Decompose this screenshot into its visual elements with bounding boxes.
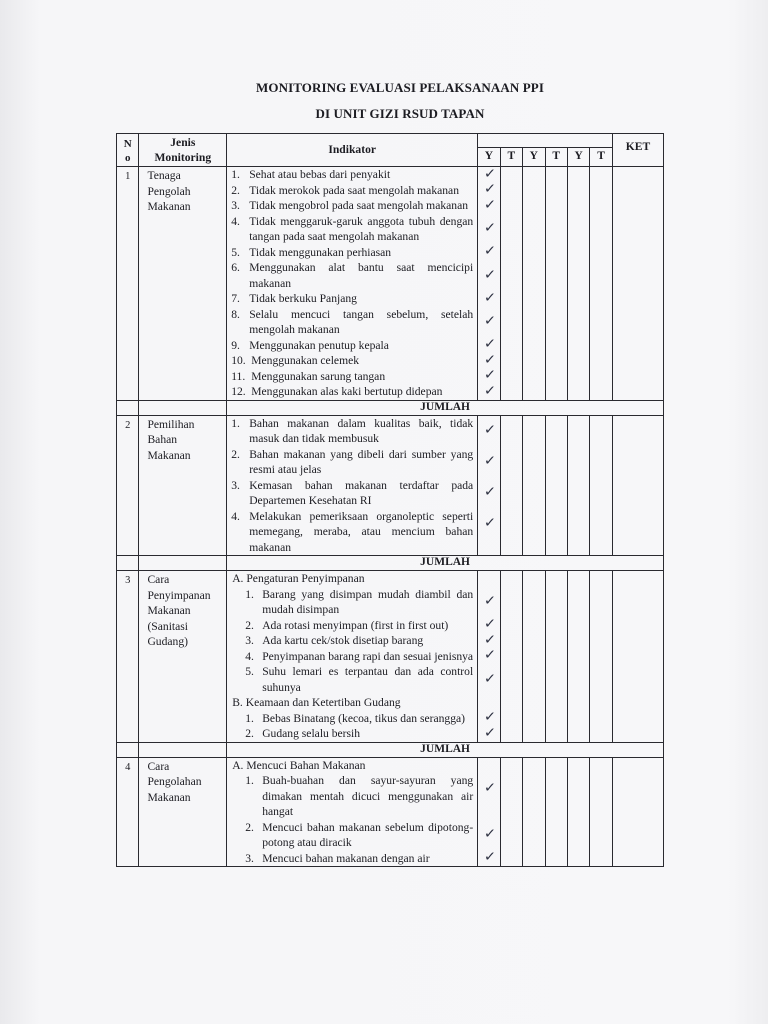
ket-cell bbox=[612, 167, 663, 401]
check-mark-icon: ✓ bbox=[483, 421, 497, 439]
check-cell bbox=[523, 167, 545, 401]
item-number: 3. bbox=[245, 634, 254, 647]
item-number: 2. bbox=[231, 447, 240, 461]
jenis-monitoring-line: Makanan bbox=[147, 790, 191, 804]
check-mark-icon: ✓ bbox=[483, 646, 497, 664]
indikator-item bbox=[231, 198, 473, 214]
jumlah-empty bbox=[117, 556, 139, 571]
jenis-monitoring-line: Cara bbox=[147, 759, 170, 773]
check-cell bbox=[523, 571, 545, 743]
indikator-item bbox=[231, 726, 473, 742]
check-mark-icon: ✓ bbox=[483, 165, 497, 182]
group-heading: A. Mencuci Bahan Makanan bbox=[232, 758, 366, 772]
check-mark-icon: ✓ bbox=[483, 514, 497, 532]
check-cell bbox=[590, 167, 613, 401]
item-text: Menggunakan celemek bbox=[251, 354, 360, 367]
indikator-item bbox=[231, 773, 473, 820]
item-text: Penyimpanan barang rapi dan sesuai jenisnya bbox=[262, 649, 474, 663]
item-text: Sehat atau bebas dari penyakit bbox=[249, 168, 391, 181]
header-ket: KET bbox=[612, 134, 663, 167]
indikator-item bbox=[231, 353, 473, 369]
jenis-monitoring-cell bbox=[139, 167, 227, 401]
check-mark-icon: ✓ bbox=[483, 848, 497, 866]
section-row bbox=[117, 415, 664, 556]
check-mark-icon: ✓ bbox=[483, 452, 497, 470]
indikator-item bbox=[231, 618, 473, 634]
item-number: 9. bbox=[231, 338, 240, 352]
jumlah-empty bbox=[117, 400, 139, 415]
ket-cell bbox=[612, 571, 663, 743]
indikator-item bbox=[231, 820, 473, 851]
item-text: Tidak mengobrol pada saat mengolah makanan bbox=[249, 199, 469, 212]
check-mark-icon: ✓ bbox=[483, 242, 497, 260]
item-number: 2. bbox=[245, 618, 254, 632]
check-cell-y1 bbox=[478, 415, 500, 556]
check-mark-icon: ✓ bbox=[483, 219, 497, 237]
check-cell bbox=[523, 757, 545, 867]
header-indikator: Indikator bbox=[227, 134, 478, 167]
item-text: Tidak menggaruk-garuk anggota tubuh dengan tangan pada saat mengolah makanan bbox=[249, 214, 474, 243]
section-number: 3 bbox=[117, 571, 139, 743]
header-t: T bbox=[545, 148, 567, 167]
jenis-monitoring-line: Cara bbox=[147, 573, 170, 586]
item-text: Tidak berkuku Panjang bbox=[249, 292, 357, 305]
check-mark-icon: ✓ bbox=[483, 708, 497, 726]
indikator-item bbox=[231, 384, 473, 400]
indikator-cell bbox=[227, 757, 478, 867]
jenis-monitoring-line: Makanan bbox=[147, 200, 191, 213]
indikator-item bbox=[231, 183, 473, 199]
check-mark-icon: ✓ bbox=[483, 779, 497, 796]
check-cell bbox=[590, 415, 613, 556]
item-text: Suhu lemari es terpantau dan ada control suhunya bbox=[262, 665, 474, 694]
header-t: T bbox=[500, 148, 522, 167]
indikator-item bbox=[231, 260, 473, 291]
item-text: Menggunakan sarung tangan bbox=[251, 369, 386, 383]
check-cell-y1 bbox=[478, 571, 500, 743]
jumlah-empty bbox=[139, 556, 227, 571]
jenis-monitoring-line: Pengolahan bbox=[147, 775, 202, 788]
jenis-monitoring-line: Bahan bbox=[147, 433, 178, 446]
jumlah-empty bbox=[139, 400, 227, 415]
check-mark-icon: ✓ bbox=[483, 825, 497, 843]
section-number: 4 bbox=[117, 757, 139, 867]
indikator-item bbox=[231, 664, 473, 695]
header-t: T bbox=[590, 148, 613, 167]
jenis-monitoring-line: Pemilihan bbox=[147, 417, 195, 431]
jenis-monitoring-cell bbox=[139, 571, 227, 743]
item-text: Menggunakan alas kaki bertutup didepan bbox=[251, 385, 443, 398]
check-mark-icon: ✓ bbox=[483, 382, 497, 399]
section-row bbox=[117, 167, 664, 401]
item-text: Menggunakan penutup kepala bbox=[249, 338, 389, 352]
section-row bbox=[117, 571, 664, 743]
item-text: Ada rotasi menyimpan (first in first out) bbox=[262, 618, 449, 632]
item-text: Tidak menggunakan perhiasan bbox=[249, 245, 392, 259]
indikator-item bbox=[231, 291, 473, 307]
check-cell-y1 bbox=[478, 167, 500, 401]
document-subtitle: DI UNIT GIZI RSUD TAPAN bbox=[315, 106, 485, 121]
item-text: Melakukan pemeriksaan organoleptic seperti memegang, meraba, atau mencium bahan makanan bbox=[249, 509, 474, 554]
indikator-item bbox=[231, 338, 473, 354]
ket-cell bbox=[612, 757, 663, 867]
check-cell bbox=[567, 167, 589, 401]
item-number: 3. bbox=[245, 851, 254, 865]
item-text: Bahan makanan dalam kualitas baik, tidak masuk dan tidak membusuk bbox=[249, 416, 474, 445]
item-number: 2. bbox=[245, 820, 254, 834]
item-number: 2. bbox=[231, 183, 240, 197]
check-cell bbox=[500, 571, 522, 743]
item-number: 5. bbox=[245, 665, 254, 678]
check-cell bbox=[567, 415, 589, 556]
jenis-monitoring-line: Makanan bbox=[147, 604, 191, 617]
check-cell-y1 bbox=[478, 757, 500, 867]
item-text: Bahan makanan yang dibeli dari sumber yang resmi atau jelas bbox=[249, 447, 474, 476]
item-text: Mencuci bahan makanan sebelum dipotong-potong atau diracik bbox=[262, 820, 474, 849]
check-mark-icon: ✓ bbox=[483, 335, 497, 353]
item-number: 3. bbox=[231, 199, 240, 212]
jenis-monitoring-line: Gudang) bbox=[147, 635, 189, 648]
check-mark-icon: ✓ bbox=[483, 724, 497, 741]
indikator-item bbox=[231, 416, 473, 447]
ket-cell bbox=[612, 415, 663, 556]
check-cell bbox=[590, 757, 613, 867]
group-heading: B. Keamaan dan Ketertiban Gudang bbox=[232, 696, 401, 709]
header-y: Y bbox=[567, 148, 589, 167]
indikator-item bbox=[231, 447, 473, 478]
indikator-item bbox=[231, 509, 473, 556]
jumlah-row bbox=[117, 556, 664, 571]
indikator-item bbox=[231, 167, 473, 183]
item-number: 1. bbox=[231, 416, 240, 430]
jumlah-row bbox=[117, 400, 664, 415]
item-text: Selalu mencuci tangan sebelum, setelah mengolah makanan bbox=[249, 307, 474, 336]
header-jenis-monitoring: Jenis Monitoring bbox=[139, 134, 227, 167]
check-cell bbox=[545, 757, 567, 867]
group-heading: A. Pengaturan Penyimpanan bbox=[232, 572, 365, 585]
jumlah-empty bbox=[117, 742, 139, 757]
jenis-monitoring-cell bbox=[139, 757, 227, 867]
indikator-item bbox=[231, 649, 473, 665]
indikator-item bbox=[231, 245, 473, 261]
item-number: 1. bbox=[245, 711, 254, 725]
jenis-monitoring-line: Pengolah bbox=[147, 184, 191, 198]
jenis-monitoring-line: (Sanitasi bbox=[147, 619, 189, 633]
item-text: Gudang selalu bersih bbox=[262, 727, 361, 740]
jumlah-label: JUMLAH bbox=[227, 400, 664, 415]
check-mark-icon: ✓ bbox=[483, 312, 497, 330]
check-mark-icon: ✓ bbox=[483, 266, 497, 283]
jumlah-empty bbox=[139, 742, 227, 757]
indikator-cell bbox=[227, 167, 478, 401]
item-number: 10. bbox=[231, 354, 246, 367]
item-number: 7. bbox=[231, 292, 240, 305]
indikator-item bbox=[231, 711, 473, 727]
item-number: 8. bbox=[231, 307, 240, 321]
item-number: 11. bbox=[231, 369, 246, 383]
item-text: Tidak merokok pada saat mengolah makanan bbox=[249, 183, 460, 197]
jenis-monitoring-cell bbox=[139, 415, 227, 556]
item-number: 1. bbox=[245, 587, 254, 601]
item-text: Mencuci bahan makanan dengan air bbox=[262, 851, 430, 865]
section-number: 2 bbox=[117, 415, 139, 556]
item-number: 1. bbox=[231, 168, 240, 181]
header-yt-group bbox=[478, 134, 613, 148]
check-mark-icon: ✓ bbox=[483, 196, 497, 213]
section-number: 1 bbox=[117, 167, 139, 401]
jumlah-row bbox=[117, 742, 664, 757]
indikator-item bbox=[231, 478, 473, 509]
section-row bbox=[117, 757, 664, 867]
jenis-monitoring-line: Makanan bbox=[147, 448, 191, 462]
check-cell bbox=[590, 571, 613, 743]
item-text: Kemasan bahan makanan terdaftar pada Departemen Kesehatan RI bbox=[249, 478, 474, 507]
check-mark-icon: ✓ bbox=[483, 670, 497, 687]
item-number: 4. bbox=[245, 649, 254, 663]
check-mark-icon: ✓ bbox=[483, 483, 497, 501]
item-number: 4. bbox=[231, 214, 240, 228]
check-cell bbox=[545, 415, 567, 556]
header-no: N o bbox=[117, 134, 139, 167]
indikator-item bbox=[231, 587, 473, 618]
jumlah-label: JUMLAH bbox=[227, 556, 664, 571]
check-cell bbox=[523, 415, 545, 556]
header-y: Y bbox=[523, 148, 545, 167]
check-cell bbox=[567, 571, 589, 743]
check-mark-icon: ✓ bbox=[483, 289, 497, 306]
item-text: Ada kartu cek/stok disetiap barang bbox=[262, 634, 424, 647]
item-number: 12. bbox=[231, 385, 246, 398]
check-cell bbox=[567, 757, 589, 867]
header-y: Y bbox=[478, 148, 500, 167]
indikator-item bbox=[231, 633, 473, 649]
check-mark-icon: ✓ bbox=[483, 592, 497, 610]
indikator-cell bbox=[227, 415, 478, 556]
item-text: Buah-buahan dan sayur-sayuran yang dimakan mentah dicuci menggunakan air hangat bbox=[262, 774, 474, 818]
check-cell bbox=[500, 167, 522, 401]
check-mark-icon: ✓ bbox=[483, 351, 497, 368]
jenis-monitoring-line: Penyimpanan bbox=[147, 588, 211, 602]
document-title: MONITORING EVALUASI PELAKSANAAN PPI bbox=[256, 80, 544, 95]
jumlah-label: JUMLAH bbox=[227, 742, 664, 757]
indikator-item bbox=[231, 851, 473, 867]
check-cell bbox=[500, 757, 522, 867]
check-cell bbox=[545, 571, 567, 743]
check-mark-icon: ✓ bbox=[483, 615, 497, 633]
item-number: 2. bbox=[245, 727, 254, 740]
jenis-monitoring-line: Tenaga bbox=[147, 169, 181, 182]
item-number: 3. bbox=[231, 478, 240, 492]
indikator-item bbox=[231, 214, 473, 245]
item-number: 1. bbox=[245, 774, 254, 787]
indikator-item bbox=[231, 369, 473, 385]
check-mark-icon: ✓ bbox=[483, 631, 497, 648]
indikator-cell bbox=[227, 571, 478, 743]
item-number: 6. bbox=[231, 261, 240, 274]
indikator-item bbox=[231, 307, 473, 338]
item-number: 5. bbox=[231, 245, 240, 259]
check-cell bbox=[500, 415, 522, 556]
item-text: Menggunakan alat bantu saat mencicipi makanan bbox=[249, 261, 474, 290]
check-mark-icon: ✓ bbox=[483, 180, 497, 198]
check-cell bbox=[545, 167, 567, 401]
item-number: 4. bbox=[231, 509, 240, 523]
check-mark-icon: ✓ bbox=[483, 366, 497, 384]
monitoring-table bbox=[116, 133, 664, 867]
item-text: Barang yang disimpan mudah diambil dan mudah disimpan bbox=[262, 587, 474, 616]
item-text: Bebas Binatang (kecoa, tikus dan serangga) bbox=[262, 711, 466, 725]
